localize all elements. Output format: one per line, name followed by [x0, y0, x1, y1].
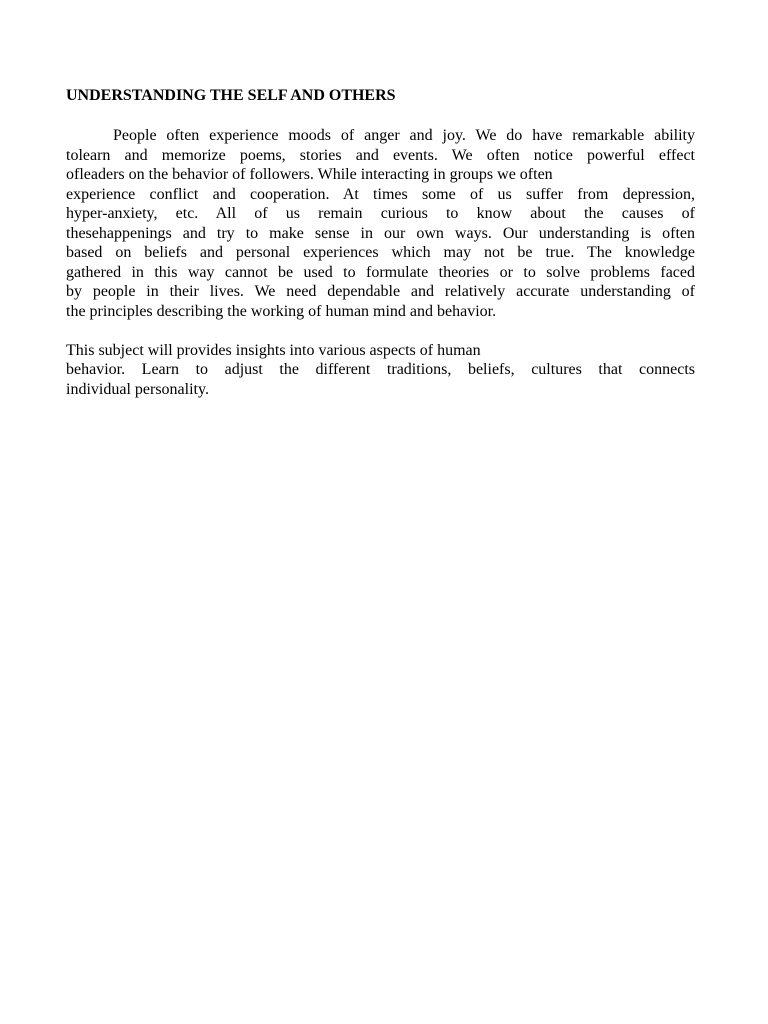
paragraph-line: ofleaders on the behavior of followers. While interacting in groups we often: [66, 166, 553, 183]
paragraph-intro: [66, 126, 695, 321]
paragraph-line: gathered in this way cannot be used to formulate theories or to solve problems faced: [66, 263, 695, 281]
paragraph-line: by people in their lives. We need dependable and relatively accurate understanding of: [66, 283, 695, 300]
paragraph-spacer: [66, 321, 695, 341]
paragraph-line: individual personality.: [66, 380, 209, 398]
paragraph-line: based on beliefs and personal experiences which may not be true. The knowledge: [66, 244, 695, 261]
paragraph-line: behavior. Learn to adjust the different traditions, beliefs, cultures that connects: [66, 361, 695, 378]
paragraph-line: thesehappenings and try to make sense in our own ways. Our understanding is often: [66, 224, 695, 242]
paragraph-line: People often experience moods of anger and joy. We do have remarkable ability: [113, 127, 695, 144]
document-heading: UNDERSTANDING THE SELF AND OTHERS: [66, 87, 396, 104]
paragraph-line: This subject will provides insights into various aspects of human: [66, 341, 481, 359]
paragraph-line: the principles describing the working of human mind and behavior.: [66, 302, 497, 320]
paragraph-line: experience conflict and cooperation. At times some of us suffer from depression,: [66, 185, 695, 203]
paragraph-line: hyper-anxiety, etc. All of us remain curious to know about the causes of: [66, 205, 695, 222]
paragraph-line: tolearn and memorize poems, stories and events. We often notice powerful effect: [66, 146, 695, 164]
document-page: [66, 86, 695, 399]
paragraph-subject: [66, 341, 695, 400]
